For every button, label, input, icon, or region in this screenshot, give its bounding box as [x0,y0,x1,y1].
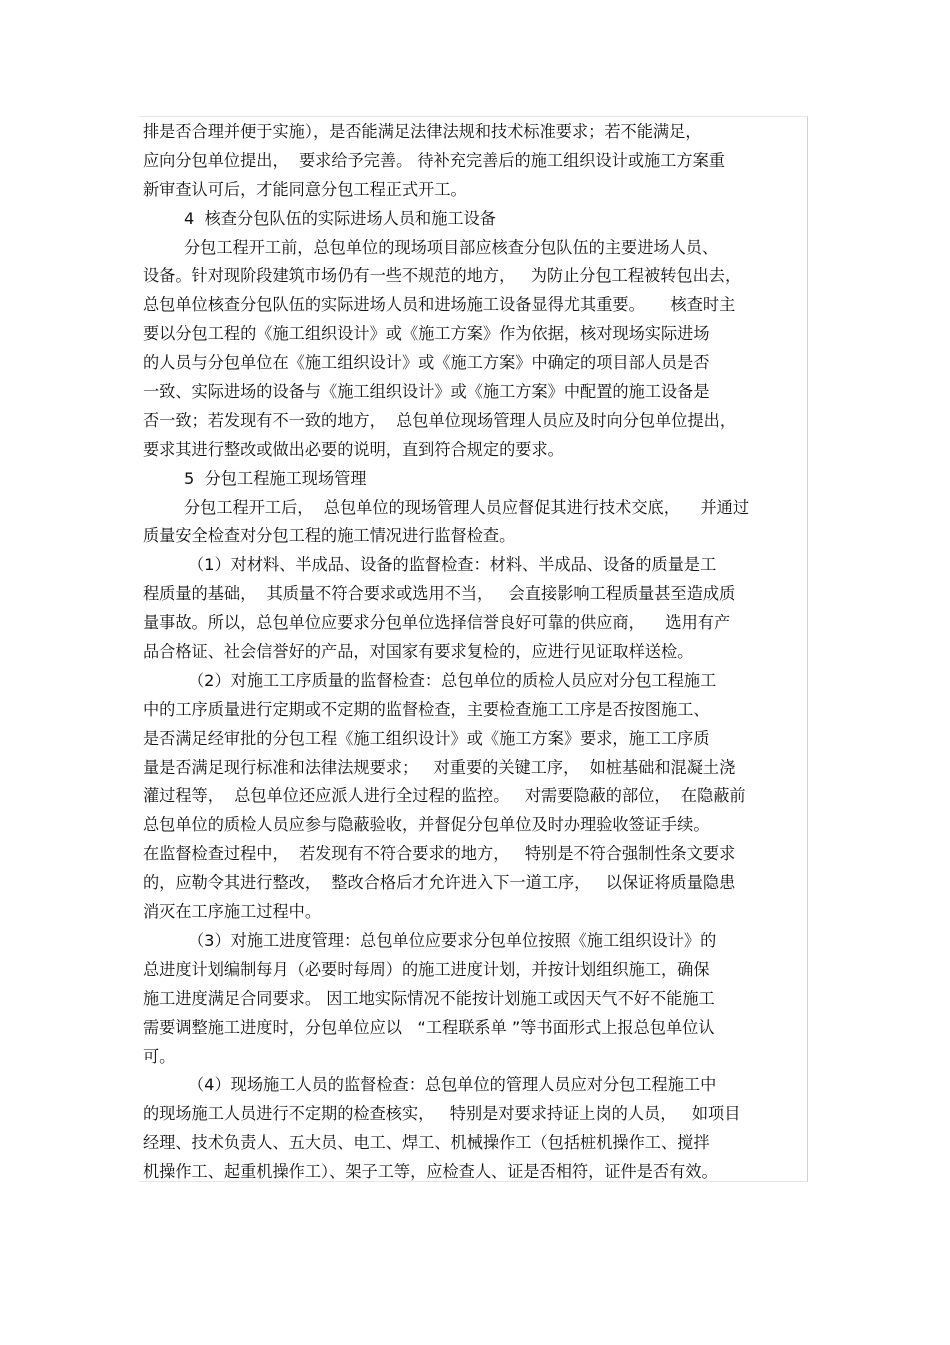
text-line: 在监督检查过程中， 若发现有不符合要求的地方， 特别是不符合强制性条文要求 [143,844,736,864]
text-line: 是否满足经审批的分包工程《施工组织设计》或《施工方案》要求，施工工序质 [143,728,710,748]
text-line: 的，应勒令其进行整改， 整改合格后才允许进入下一道工序， 以保证将质量隐患 [143,873,736,893]
text-line: 程质量的基础， 其质量不符合要求或选用不当， 会直接影响工程质量甚至造成质 [143,584,736,604]
text-line: 总包单位的质检人员应参与隐蔽验收，并督促分包单位及时办理验收签证手续。 [143,815,710,835]
text-line: 总进度计划编制每月（必要时每周）的施工进度计划，并按计划组织施工，确保 [143,959,710,979]
text-line: （3）对施工进度管理：总包单位应要求分包单位按照《施工组织设计》的 [188,930,717,950]
document-body [143,118,811,1187]
text-line: 总包单位核查分包队伍的实际进场人员和进场施工设备显得尤其重要。 核查时主 [143,295,736,315]
text-line: 质量安全检查对分包工程的施工情况进行监督检查。 [143,526,516,546]
text-line: 排是否合理并便于实施），是否能满足法律法规和技术标准要求；若不能满足， [143,122,702,141]
text-line: 量事故。所以，总包单位应要求分包单位选择信誉良好可靠的供应商， 选用有产 [143,613,731,633]
text-line: 量是否满足现行标准和法律法规要求； 对重要的关键工序， 如桩基础和混凝土浇 [143,757,736,777]
text-line: 施工进度满足合同要求。 因工地实际情况不能按计划施工或因天气不好不能施工 [143,988,715,1008]
text-line: 分包工程开工前，总包单位的现场项目部应核查分包队伍的主要进场人员、 [184,237,719,257]
text-line: 要求其进行整改或做出必要的说明，直到符合规定的要求。 [143,439,564,459]
text-line: 5 分包工程施工现场管理 [184,468,367,488]
text-line: 4 核查分包队伍的实际进场人员和施工设备 [184,208,496,228]
text-line: 需要调整施工进度时，分包单位应以 “工程联系单 ”等书面形式上报总包单位认 [143,1017,715,1037]
text-line: 设备。针对现阶段建筑市场仍有一些不规范的地方， 为防止分包工程被转包出去， [143,266,742,286]
text-line: 经理、技术负责人、五大员、电工、焊工、机械操作工（包括桩机操作工、搅拌 [143,1133,710,1153]
text-line: 分包工程开工后， 总包单位的现场管理人员应督促其进行技术交底， 并通过 [184,497,750,517]
text-line: （1）对材料、半成品、设备的监督检查：材料、半成品、设备的质量是工 [188,555,717,575]
text-line: 中的工序质量进行定期或不定期的监督检查，主要检查施工工序是否按图施工、 [143,699,710,719]
text-line: （4）现场施工人员的监督检查：总包单位的管理人员应对分包工程施工中 [188,1075,717,1095]
text-line: 新审查认可后，才能同意分包工程正式开工。 [143,179,467,199]
text-line: 的人员与分包单位在《施工组织设计》或《施工方案》中确定的项目部人员是否 [143,353,710,373]
text-line: 一致、实际进场的设备与《施工组织设计》或《施工方案》中配置的施工设备是 [143,382,710,402]
text-line: 机操作工、起重机操作工）、架子工等，应检查人、证是否相符，证件是否有效。 [143,1162,718,1182]
text-line: 的现场施工人员进行不定期的检查核实， 特别是对要求持证上岗的人员， 如项目 [143,1104,741,1124]
text-line: 要以分包工程的《施工组织设计》或《施工方案》作为依据，核对现场实际进场 [143,324,710,344]
text-line: 品合格证、社会信誉好的产品，对国家有要求复检的，应进行见证取样送检。 [143,642,694,662]
text-line: 可。 [143,1046,176,1066]
text-line: 否一致；若发现有不一致的地方， 总包单位现场管理人员应及时向分包单位提出， [143,410,737,430]
text-line: 消灭在工序施工过程中。 [143,902,322,922]
text-line: 灌过程等， 总包单位还应派人进行全过程的监控。 对需要隐蔽的部位， 在隐蔽前 [143,786,746,806]
text-line: 应向分包单位提出， 要求给予完善。 待补充完善后的施工组织设计或施工方案重 [143,150,725,170]
text-line: （2）对施工工序质量的监督检查：总包单位的质检人员应对分包工程施工 [188,670,717,690]
